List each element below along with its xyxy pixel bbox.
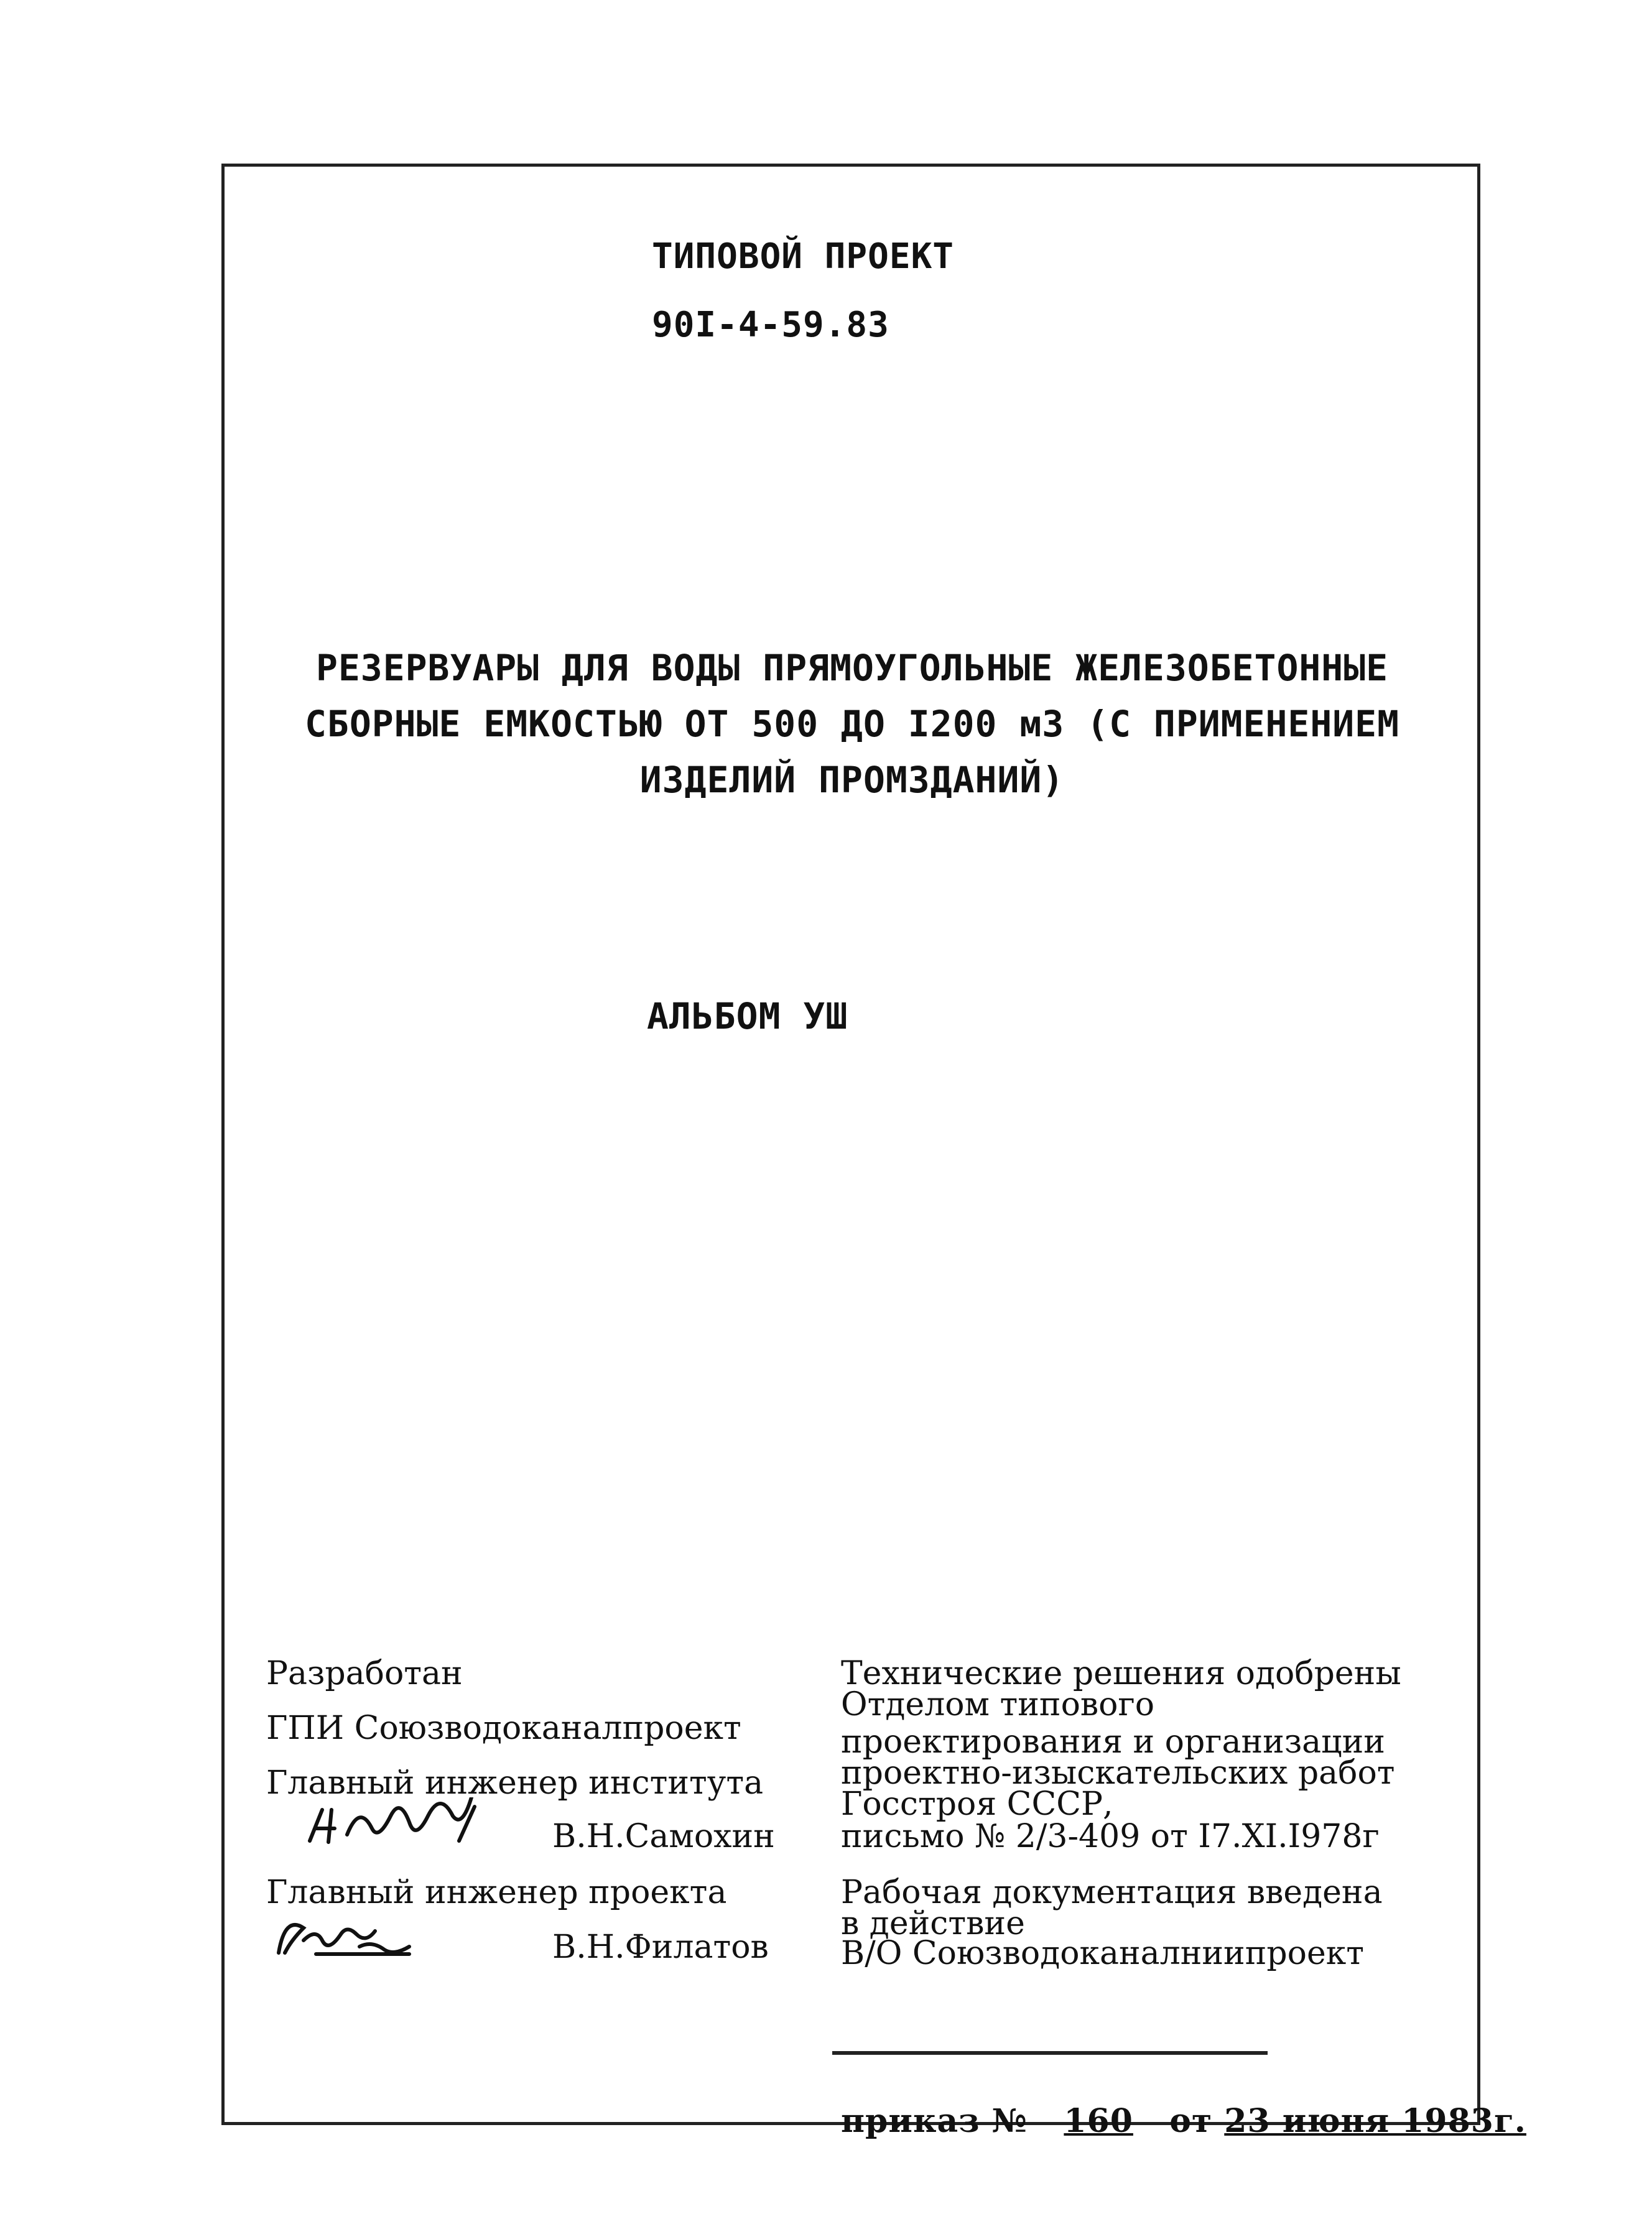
approval-line-3: проектирования и организации [841, 1723, 1385, 1761]
approval-line-5: Госстроя СССР, [841, 1786, 1113, 1823]
approval-line-9: В/О Союзводоканалниипроект [841, 1935, 1364, 1972]
chief-engineer-institute-name: В.Н.Самохин [552, 1818, 775, 1855]
signature-filatov [266, 1909, 428, 1965]
approval-line-1: Технические решения одобрены [841, 1655, 1401, 1692]
approval-line-6: письмо № 2/3-409 от I7.XI.I978г [841, 1818, 1380, 1855]
project-number: 90I-4-59.83 [652, 305, 889, 345]
order-line [841, 2102, 1526, 2140]
album-label: АЛЬБОМ УШ [647, 995, 848, 1037]
approval-line-7: Рабочая документация введена [841, 1874, 1383, 1911]
order-number: 160 [1064, 2102, 1133, 2140]
title-line-1: РЕЗЕРВУАРЫ ДЛЯ ВОДЫ ПРЯМОУГОЛЬНЫЕ ЖЕЛЕЗОБЕТОННЫЕ [315, 647, 1389, 689]
order-date: 23 июня 1983г. [1224, 2102, 1526, 2140]
approval-line-2: Отделом типового [841, 1686, 1155, 1723]
chief-engineer-project-name: В.Н.Филатов [552, 1929, 769, 1966]
order-date-prefix: от [1169, 2102, 1213, 2140]
title-line-2: СБОРНЫЕ ЕМКОСТЬЮ ОТ 500 ДО I200 м3 (С ПРИМЕНЕНИЕМ [304, 703, 1400, 745]
title-line-3: ИЗДЕЛИЙ ПРОМЗДАНИЙ) [639, 759, 1065, 801]
chief-engineer-institute-label: Главный инженер института [266, 1764, 764, 1802]
order-separator-line [832, 2051, 1268, 2055]
signature-samokhin [304, 1797, 490, 1860]
developer-organization: ГПИ Союзводоканалпроект [266, 1710, 741, 1747]
order-prefix: приказ № [841, 2102, 1028, 2140]
developer-heading: Разработан [266, 1655, 463, 1692]
approval-line-8: в действие [841, 1905, 1025, 1942]
approval-line-4: проектно-изыскательских работ [841, 1754, 1395, 1792]
project-type-label: ТИПОВОЙ ПРОЕКТ [652, 236, 955, 277]
chief-engineer-project-label: Главный инженер проекта [266, 1874, 727, 1911]
